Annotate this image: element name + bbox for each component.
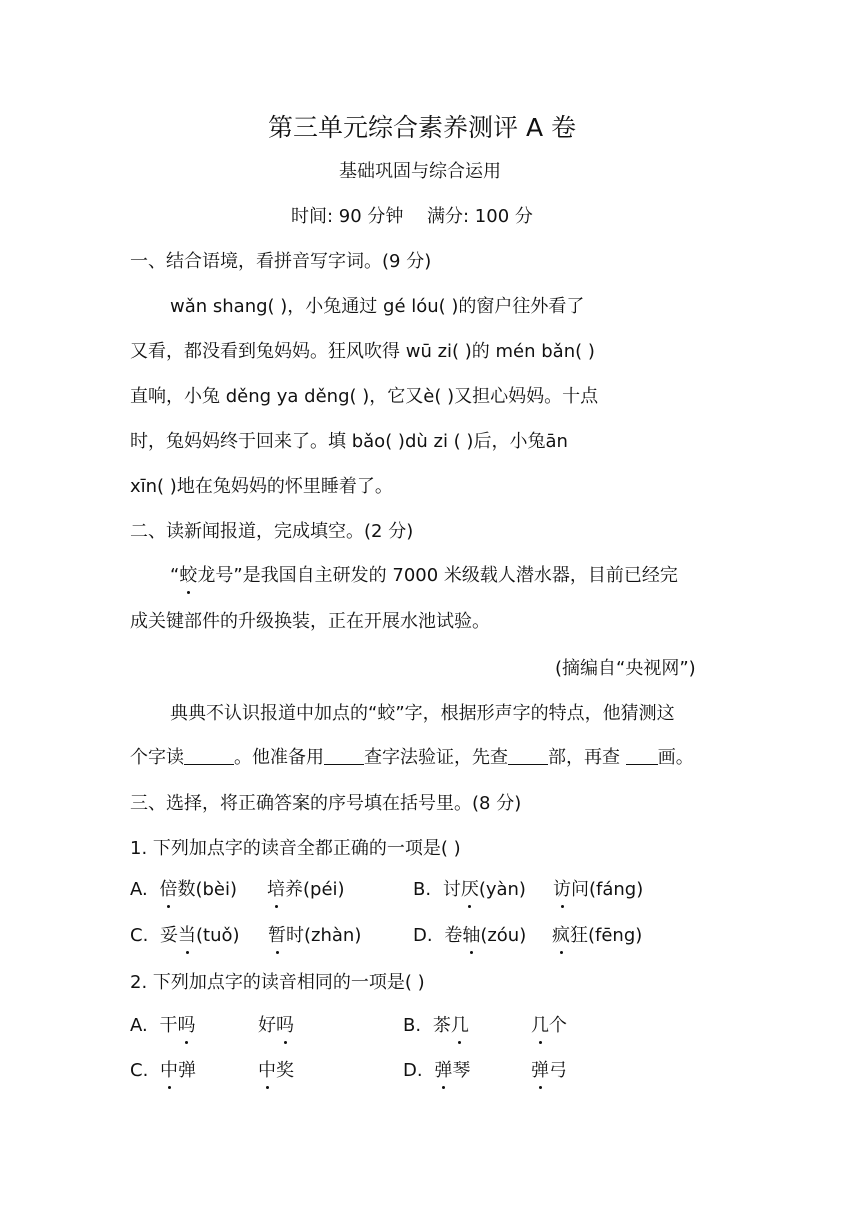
option-word-1: 倍数(bèi) [159,879,237,900]
option-word-1: 中弹 [160,1060,197,1081]
radical-blank [508,746,548,765]
q2-option-a [130,1014,294,1038]
lookup-method-blank [324,746,364,765]
section-2-heading: 二、读新闻报道，完成填空。(2 分) [130,521,414,542]
section-1-line-2: 又看，都没看到兔妈妈。狂风吹得 wū zi( )的 mén bǎn( ) [130,341,595,362]
option-word-2: 培养(péi) [267,879,345,900]
pronunciation-blank [184,746,234,765]
option-word-1: 卷轴(zóu) [444,925,527,946]
section-3-heading: 三、选择，将正确答案的序号填在括号里。(8 分) [130,793,522,814]
option-word-2: 好吗 [258,1015,294,1036]
q1-option-d [413,924,643,948]
q2-option-b [403,1014,567,1038]
q1-option-c [130,924,362,948]
option-word-2: 暂时(zhàn) [268,925,362,946]
option-word-2: 弹弓 [531,1060,567,1081]
option-word-2: 几个 [531,1015,567,1036]
option-word-1: 讨厌(yàn) [442,879,526,900]
section-2-prompt-line-2 [130,746,694,770]
section-1-line-3: 直响，小兔 děng ya děng( )，它又è( )又担心妈妈。十点 [130,386,599,407]
q2-option-c [130,1059,294,1083]
news-source: (摘编自“央视网”) [555,658,696,679]
section-1-heading: 一、结合语境，看拼音写字词。(9 分) [130,251,432,272]
option-letter: B. [413,879,432,900]
option-word-1: 干吗 [159,1015,196,1036]
strokes-blank [626,746,658,765]
q1-option-a [130,878,345,902]
prompt-part-e: 画。 [657,747,694,768]
full-score: 满分: 100 分 [427,206,533,227]
prompt-part-b: 。他准备用 [234,747,324,768]
question-1-stem: 1. 下列加点字的读音全都正确的一项是( ) [130,838,461,859]
option-letter: A. [130,879,148,900]
q2-option-d [403,1059,567,1083]
news-quote-line-1 [170,564,678,588]
option-letter: C. [130,1060,149,1081]
option-word-2: 疯狂(fēng) [552,925,643,946]
prompt-part-c: 查字法验证，先查 [364,747,508,768]
option-letter: D. [413,925,433,946]
option-word-1: 弹琴 [434,1060,471,1081]
prompt-part-d: 部，再查 [548,747,626,768]
section-2-prompt-line-1: 典典不认识报道中加点的“蛟”字，根据形声字的特点，他猜测这 [170,703,675,724]
section-1-line-5: xīn( )地在兔妈妈的怀里睡着了。 [130,476,393,497]
option-word-1: 茶几 [432,1015,469,1036]
page-subtitle: 基础巩固与综合运用 [339,161,501,182]
option-letter: A. [130,1015,148,1036]
option-letter: D. [403,1060,423,1081]
page-title: 第三单元综合素养测评 A 卷 [268,113,576,142]
news-quote-line-2: 成关键部件的升级换装，正在开展水池试验。 [130,611,490,632]
quote-text: 龙号”是我国自主研发的 7000 米级载人潜水器，目前已经完 [197,565,678,586]
section-1-line-4: 时，兔妈妈终于回来了。填 bǎo( )dù zi ( )后，小兔ān [130,431,568,452]
quote-open-mark: “ [170,565,180,586]
dotted-char: 蛟 [179,565,198,586]
option-word-1: 妥当(tuǒ) [160,925,240,946]
section-1-line-1: wǎn shang( )，小兔通过 gé lóu( )的窗户往外看了 [170,296,585,317]
time-limit: 时间: 90 分钟 [291,206,404,227]
question-2-stem: 2. 下列加点字的读音相同的一项是( ) [130,972,425,993]
option-letter: B. [403,1015,422,1036]
option-letter: C. [130,925,149,946]
q1-option-b [413,878,644,902]
option-word-2: 访问(fáng) [553,879,644,900]
prompt-part-a: 个字读 [130,747,184,768]
option-word-2: 中奖 [258,1060,294,1081]
